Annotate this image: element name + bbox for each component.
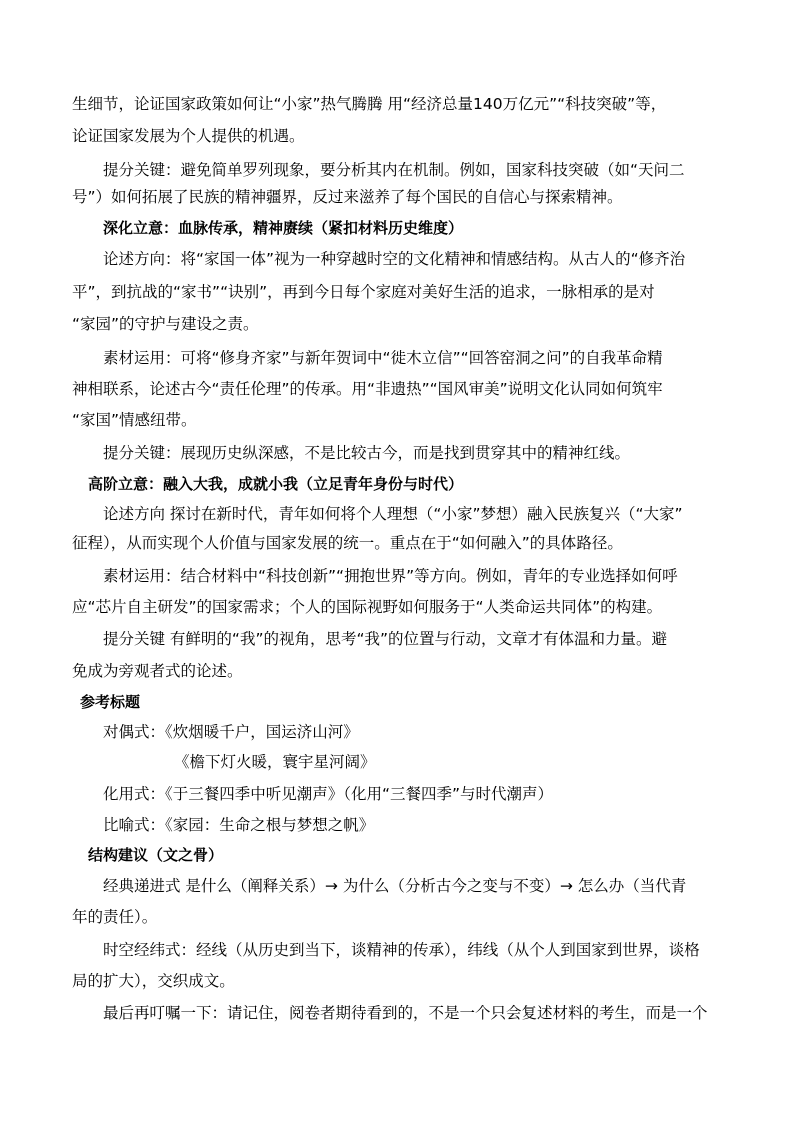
section-heading-advanced: 高阶立意：融入大我，成就小我（立足青年身份与时代）	[88, 475, 464, 493]
material-paragraph-line: 素材运用：可将“修身齐家”与新年贺词中“徙木立信”“回答窑洞之问”的自我革命精	[103, 349, 663, 367]
body-text-line: 论证国家发展为个人提供的机遇。	[72, 127, 305, 145]
tip-paragraph-line: 提分关键 有鲜明的“我”的视角，思考“我”的位置与行动，文章才有体温和力量。避	[103, 630, 668, 648]
material-paragraph-line: 素材运用：结合材料中“科技创新”“拥抱世界”等方向。例如，青年的专业选择如何呼	[103, 567, 678, 585]
section-heading-reference-titles: 参考标题	[80, 693, 141, 711]
body-text-line: 平”，到抗战的“家书”“诀别”，再到今日每个家庭对美好生活的追求，一脉相承的是对	[72, 283, 655, 301]
title-example-line: 化用式：《于三餐四季中听见潮声》（化用“三餐四季”与时代潮声）	[103, 785, 554, 803]
structure-paragraph-line: 时空经纬式：经线（从历史到当下，谈精神的传承），纬线（从个人到国家到世界，谈格	[103, 941, 700, 959]
body-text-line: 生细节，论证国家政策如何让“小家”热气腾腾 用“经济总量140万亿元”“科技突破”等，	[72, 95, 667, 113]
title-example-line: 比喻式：《家园：生命之根与梦想之帆》	[103, 816, 375, 834]
body-text-line: “家国”情感纽带。	[72, 411, 197, 429]
structure-paragraph-line: 经典递进式 是什么（阐释关系）→ 为什么（分析古今之变与不变）→ 怎么办（当代青	[103, 877, 687, 895]
body-text-line: 局的扩大），交织成文。	[72, 972, 235, 990]
body-text-line: “家园”的守护与建设之责。	[72, 315, 259, 333]
section-heading-deepen: 深化立意：血脉传承，精神赓续（紧扣材料历史维度）	[103, 219, 464, 237]
argument-paragraph-line: 论述方向：将“家国一体”视为一种穿越时空的文化精神和情感结构。从古人的“修齐治	[103, 250, 686, 268]
tip-paragraph-line: 提分关键：避免简单罗列现象，要分析其内在机制。例如，国家科技突破（如“天问二	[103, 161, 685, 179]
argument-paragraph-line: 论述方向 探讨在新时代，青年如何将个人理想（“小家”梦想）融入民族复兴（“大家”	[103, 505, 683, 523]
title-example-line: 对偶式：《炊烟暖千户，国运济山河》	[103, 723, 359, 741]
body-text-line: 号”）如何拓展了民族的精神疆界，反过来滋养了每个国民的自信心与探索精神。	[72, 188, 623, 206]
tip-paragraph-line: 提分关键：展现历史纵深感，不是比较古今，而是找到贯穿其中的精神红线。	[103, 444, 631, 462]
body-text-line: 征程），从而实现个人价值与国家发展的统一。重点在于“如何融入”的具体路径。	[72, 534, 623, 552]
body-text-line: 免成为旁观者式的论述。	[72, 662, 243, 680]
closing-paragraph-line: 最后再叮嘱一下：请记住，阅卷者期待看到的，不是一个只会复述材料的考生，而是一个	[103, 1004, 708, 1022]
body-text-line: 应“芯片自主研发”的国家需求；个人的国际视野如何服务于“人类命运共同体”的构建。	[72, 598, 663, 616]
title-example-line: 《檐下灯火暖，寰宇星河阔》	[174, 753, 376, 771]
body-text-line: 年的责任）。	[72, 908, 158, 926]
body-text-line: 神相联系，论述古今“责任伦理”的传承。用“非遗热”“国风审美”说明文化认同如何筑牢	[72, 380, 663, 398]
section-heading-structure: 结构建议（文之骨）	[88, 846, 224, 864]
